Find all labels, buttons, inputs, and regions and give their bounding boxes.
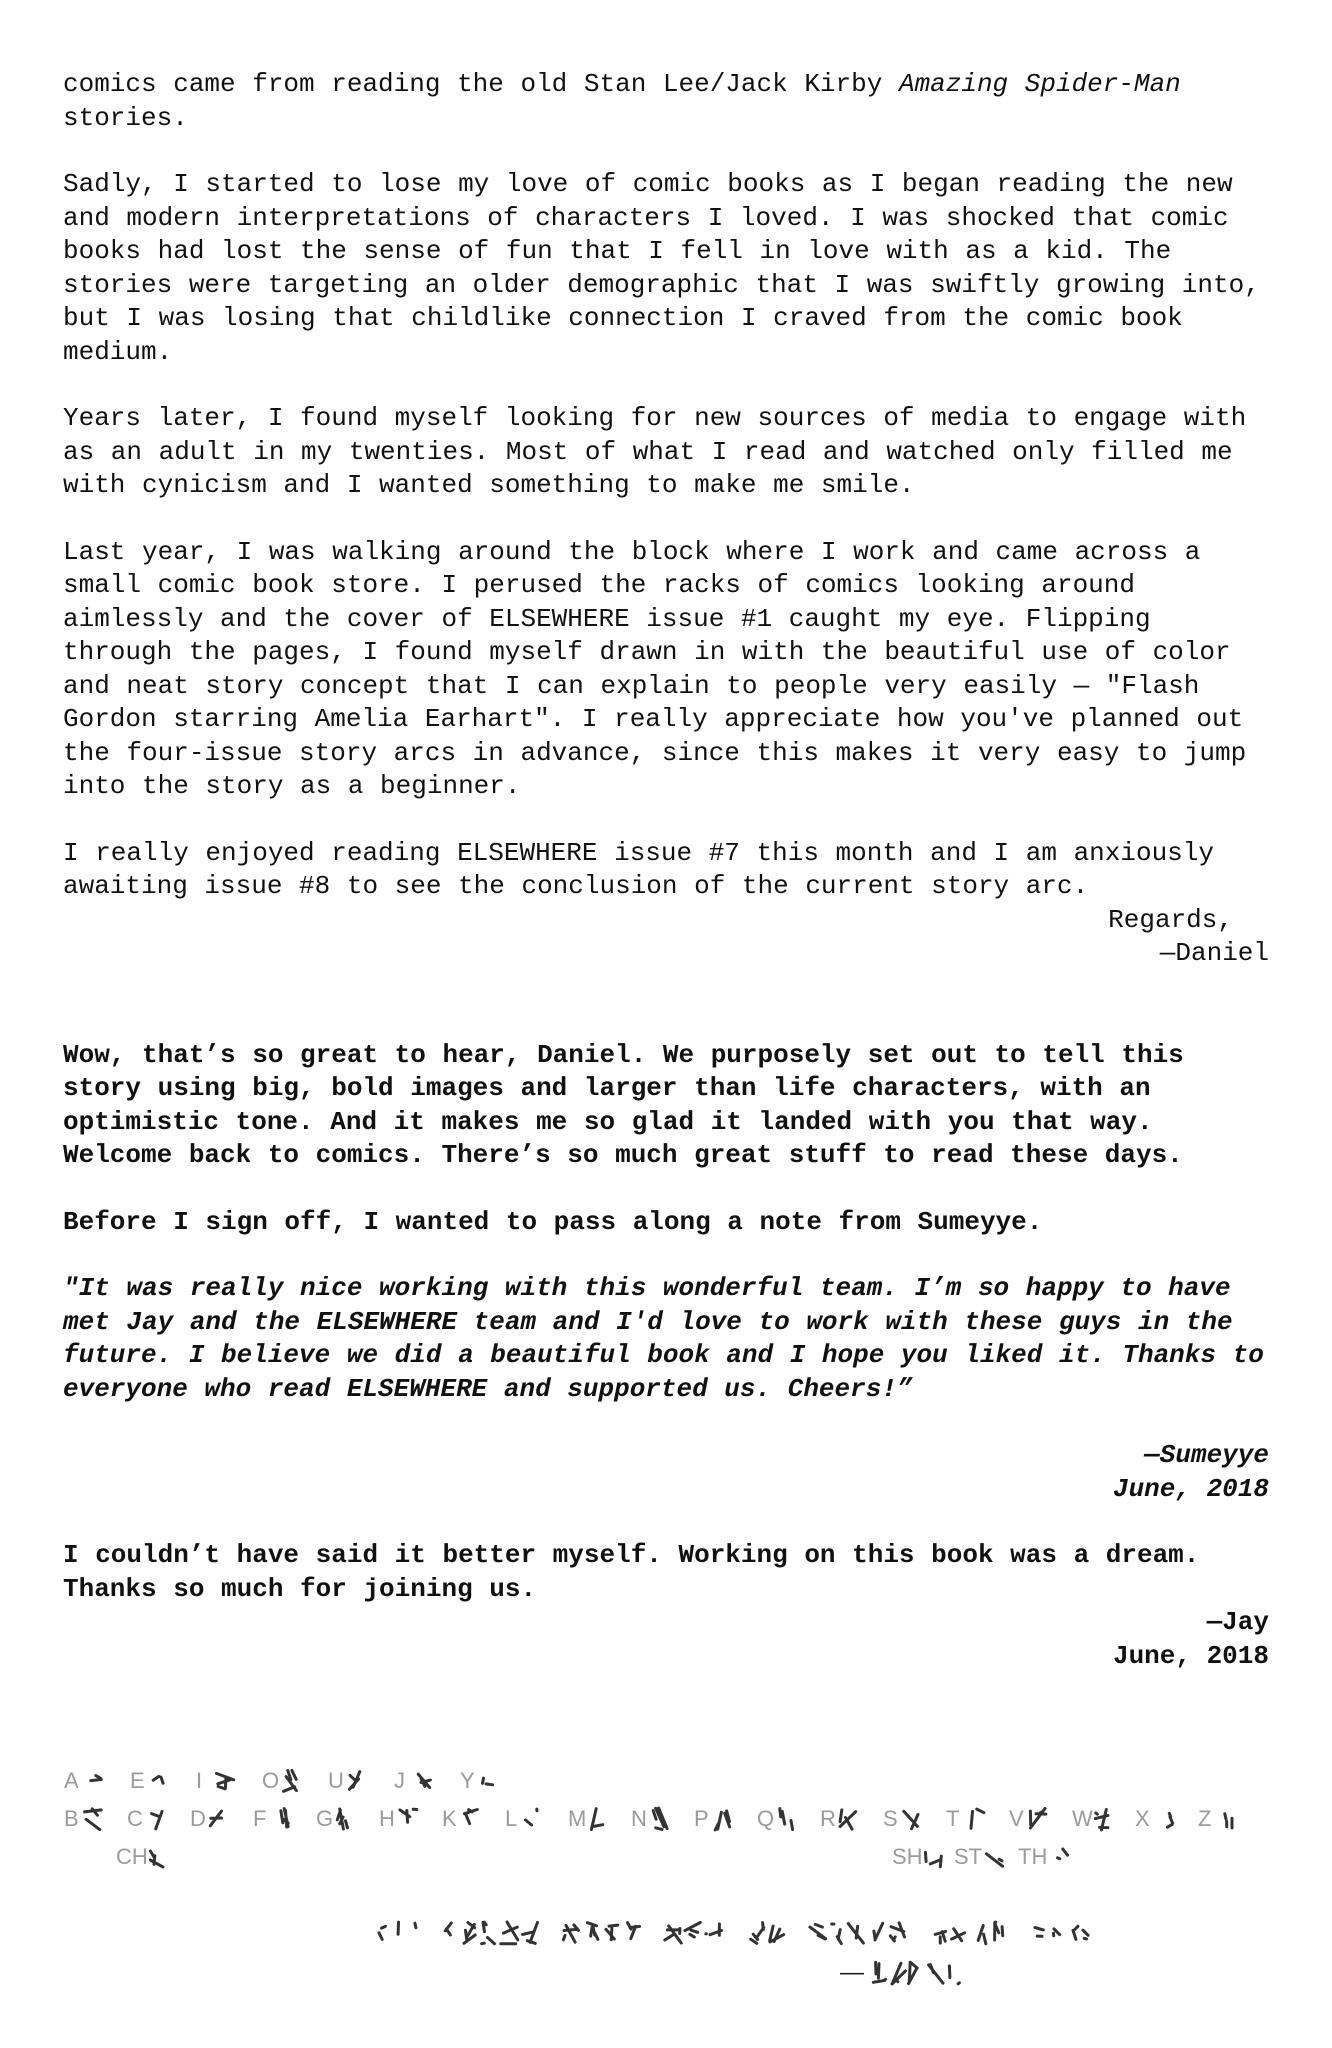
cipher-message-glyph-icon: [482, 1922, 495, 1944]
cipher-glyph-icon: [653, 1808, 667, 1829]
cipher-glyph-icon: [152, 1812, 162, 1829]
letter-paragraph-5: I really enjoyed reading ELSEWHERE issue #7 this month and I am anxiously awaiting issue #8 to see the conclusion of the current story arc.: [63, 837, 1214, 901]
cipher-message-glyph-icon: [501, 1922, 518, 1944]
cipher-key: [58, 1762, 1278, 2032]
cipher-message-glyph-icon: [751, 1923, 764, 1944]
cipher-glyph-icon: [85, 1809, 102, 1830]
cipher-signature-glyph-icon: [909, 1962, 918, 1983]
cipher-latin-w: W: [1072, 1806, 1093, 1831]
cipher-message-glyph-icon: [1073, 1926, 1088, 1939]
cipher-message-glyph-icon: [995, 1922, 1003, 1940]
cipher-message-glyph-icon: [832, 1924, 842, 1944]
letter-paragraph-1: [63, 68, 1269, 135]
reply-paragraph-1: Wow, that’s so great to hear, Daniel. We purposely set out to tell this story using big, bold images and larger than life characters, with an optimistic tone. And it makes me so glad it landed with you that way. Welcome back to comics. There’s so much great stuff to read these days.: [63, 1039, 1184, 1170]
cipher-glyph-icon: [1167, 1813, 1172, 1827]
cipher-message-glyph-icon: [628, 1923, 640, 1939]
cipher-latin-j: J: [394, 1768, 405, 1793]
cipher-latin-h: H: [379, 1806, 395, 1831]
cipher-glyph-icon: [210, 1811, 221, 1826]
cipher-message-glyph-icon: [379, 1926, 385, 1939]
cipher-latin-st: ST: [954, 1844, 983, 1869]
cipher-latin-sh: SH: [892, 1844, 923, 1869]
cipher-glyph-icon: [91, 1776, 102, 1781]
sumeyye-quote: "It was really nice working with this wonderful team. I’m so happy to have met Jay and the ELSEWHERE team and I'd love to work with these guys in the future. I believe we did a beautiful book and I hope you liked it. Thanks to everyone who read ELSEWHERE and supported us. Cheers!”: [63, 1273, 1264, 1404]
cipher-message-glyph-icon: [848, 1924, 863, 1944]
cipher-glyph-icon: [591, 1809, 602, 1830]
letter-signature: —Daniel: [1159, 938, 1269, 968]
cipher-latin-f: F: [253, 1806, 267, 1831]
cipher-message-glyph-icon: [935, 1931, 946, 1943]
letter-paragraph-4: Last year, I was walking around the block where I work and came across a small comic book store. I perused the racks of comics looking around aimlessly and the cover of ELSEWHERE issue #1 caught my eye. Flipping through the pages, I found myself drawn in with the beautiful use of color and neat story concept that I can explain to people very easily — "Flash Gordon starring Amelia Earhart". I really appreciate how you've planned out the four-issue story arcs in advance, since this makes it very easy to jump into the story as a beginner.: [63, 536, 1247, 801]
cipher-glyph-icon: [337, 1809, 347, 1829]
cipher-latin-u: U: [328, 1768, 344, 1793]
reply-paragraph-2: Before I sign off, I wanted to pass along a note from Sumeyye.: [63, 1206, 1043, 1237]
cipher-glyph-icon: [464, 1810, 477, 1824]
cipher-latin-z: Z: [1198, 1806, 1212, 1831]
section-spacer: [63, 971, 1269, 1039]
cipher-glyph-icon: [349, 1772, 359, 1790]
cipher-signature-glyph-icon: [949, 1966, 959, 1984]
cipher-latin-p: P: [694, 1806, 709, 1831]
cipher-message-glyph-icon: [874, 1923, 883, 1940]
letter-closing: Regards,: [1108, 904, 1233, 935]
cipher-message-glyph-icon: [665, 1926, 682, 1943]
letter-paragraph-1-text: comics came from reading the old Stan Lee/Jack Kirby: [63, 69, 899, 99]
reply-paragraph-3: I couldn’t have said it better myself. Working on this book was a dream. Thanks so much for joining us.: [63, 1540, 1200, 1604]
cipher-signature-dash: —: [840, 1959, 864, 1986]
cipher-glyph-icon: [400, 1809, 417, 1822]
cipher-latin-o: O: [262, 1768, 280, 1793]
cipher-latin-x: X: [1135, 1806, 1150, 1831]
cipher-latin-r: R: [820, 1806, 836, 1831]
cipher-latin-c: C: [127, 1806, 143, 1831]
cipher-latin-a: A: [64, 1768, 79, 1793]
cipher-glyph-icon: [1058, 1849, 1068, 1859]
cipher-glyph-icon: [483, 1778, 493, 1785]
letters-page: [63, 68, 1269, 1673]
cipher-signature-glyph-icon: [892, 1963, 906, 1984]
cipher-glyph-icon: [216, 1773, 233, 1788]
cipher-latin-th: TH: [1018, 1844, 1048, 1869]
cipher-message-glyph-icon: [770, 1926, 784, 1942]
cipher-glyph-icon: [281, 1809, 288, 1827]
cipher-glyph-icon: [840, 1810, 856, 1829]
cipher-latin-m: M: [568, 1806, 587, 1831]
quote-signature: —Sumeyye: [1144, 1440, 1269, 1470]
comic-title-amazing-spider-man: Amazing Spider-Man: [898, 69, 1181, 99]
cipher-glyph-icon: [780, 1809, 793, 1830]
cipher-signature-glyph-icon: [929, 1965, 943, 1984]
cipher-latin-s: S: [883, 1806, 898, 1831]
cipher-latin-k: K: [442, 1806, 457, 1831]
letter-paragraph-2: Sadly, I started to lose my love of comic books as I began reading the new and modern interpretations of characters I loved. I was shocked that comic books had lost the sense of fun that I fell in love with as a kid. The stories were targeting an older demographic that I was swiftly growing into, but I was losing that childlike connection I craved from the comic book medium.: [63, 169, 1260, 367]
cipher-glyph-icon: [153, 1776, 163, 1783]
cipher-latin-q: Q: [757, 1806, 775, 1831]
cipher-message-glyph-icon: [606, 1925, 618, 1940]
cipher-message-glyph-icon: [398, 1922, 416, 1934]
cipher-message-glyph-icon: [587, 1923, 598, 1940]
cipher-message-glyph-icon: [445, 1923, 451, 1935]
final-signature: —Jay: [1206, 1607, 1269, 1637]
cipher-glyph-icon: [1095, 1810, 1108, 1830]
cipher-latin-t: T: [946, 1806, 960, 1831]
cipher-latin-l: L: [505, 1806, 518, 1831]
cipher-message-glyph-icon: [464, 1923, 475, 1944]
cipher-message-glyph-icon: [952, 1929, 965, 1941]
cipher-signature-glyph-icon: [873, 1962, 885, 1982]
cipher-key-graphic: [58, 1762, 1278, 2032]
cipher-latin-ch: CH: [116, 1844, 148, 1869]
cipher-glyph-icon: [1030, 1808, 1046, 1828]
cipher-glyph-icon: [526, 1809, 537, 1825]
cipher-latin-i: I: [196, 1768, 203, 1793]
cipher-latin-g: G: [316, 1806, 334, 1831]
cipher-message-glyph-icon: [810, 1924, 826, 1939]
cipher-latin-e: E: [130, 1768, 145, 1793]
cipher-glyph-icon: [715, 1811, 729, 1830]
cipher-latin-n: N: [631, 1806, 647, 1831]
cipher-message-glyph-icon: [1035, 1928, 1043, 1937]
cipher-latin-d: D: [190, 1806, 206, 1831]
cipher-glyph-icon: [925, 1852, 941, 1866]
cipher-glyph-icon: [904, 1811, 918, 1828]
cipher-latin-b: B: [64, 1806, 79, 1831]
cipher-message-glyph-icon: [978, 1926, 986, 1944]
cipher-message-glyph-icon: [890, 1923, 904, 1941]
cipher-latin-v: V: [1009, 1806, 1024, 1831]
cipher-glyph-icon: [986, 1854, 1002, 1866]
cipher-message-glyph-icon: [563, 1925, 578, 1942]
cipher-message-glyph-icon: [523, 1922, 538, 1943]
cipher-message-glyph-icon: [685, 1923, 700, 1938]
final-date: June, 2018: [1112, 1640, 1269, 1671]
cipher-glyph-icon: [418, 1774, 430, 1787]
cipher-glyph-icon: [150, 1851, 163, 1867]
quote-date: June, 2018: [1112, 1473, 1269, 1504]
letter-paragraph-3: Years later, I found myself looking for new sources of media to engage with as an adult in my twenties. Most of what I read and watched only filled me with cynicism and I wanted something to make me smile.: [63, 403, 1247, 500]
cipher-glyph-icon: [284, 1770, 297, 1791]
cipher-glyph-icon: [971, 1809, 984, 1828]
cipher-latin-y: Y: [460, 1768, 475, 1793]
cipher-message-glyph-icon: [1054, 1929, 1060, 1936]
cipher-glyph-icon: [1225, 1814, 1232, 1828]
cipher-message-glyph-icon: [706, 1924, 722, 1935]
letter-paragraph-1-end: stories.: [63, 102, 188, 133]
